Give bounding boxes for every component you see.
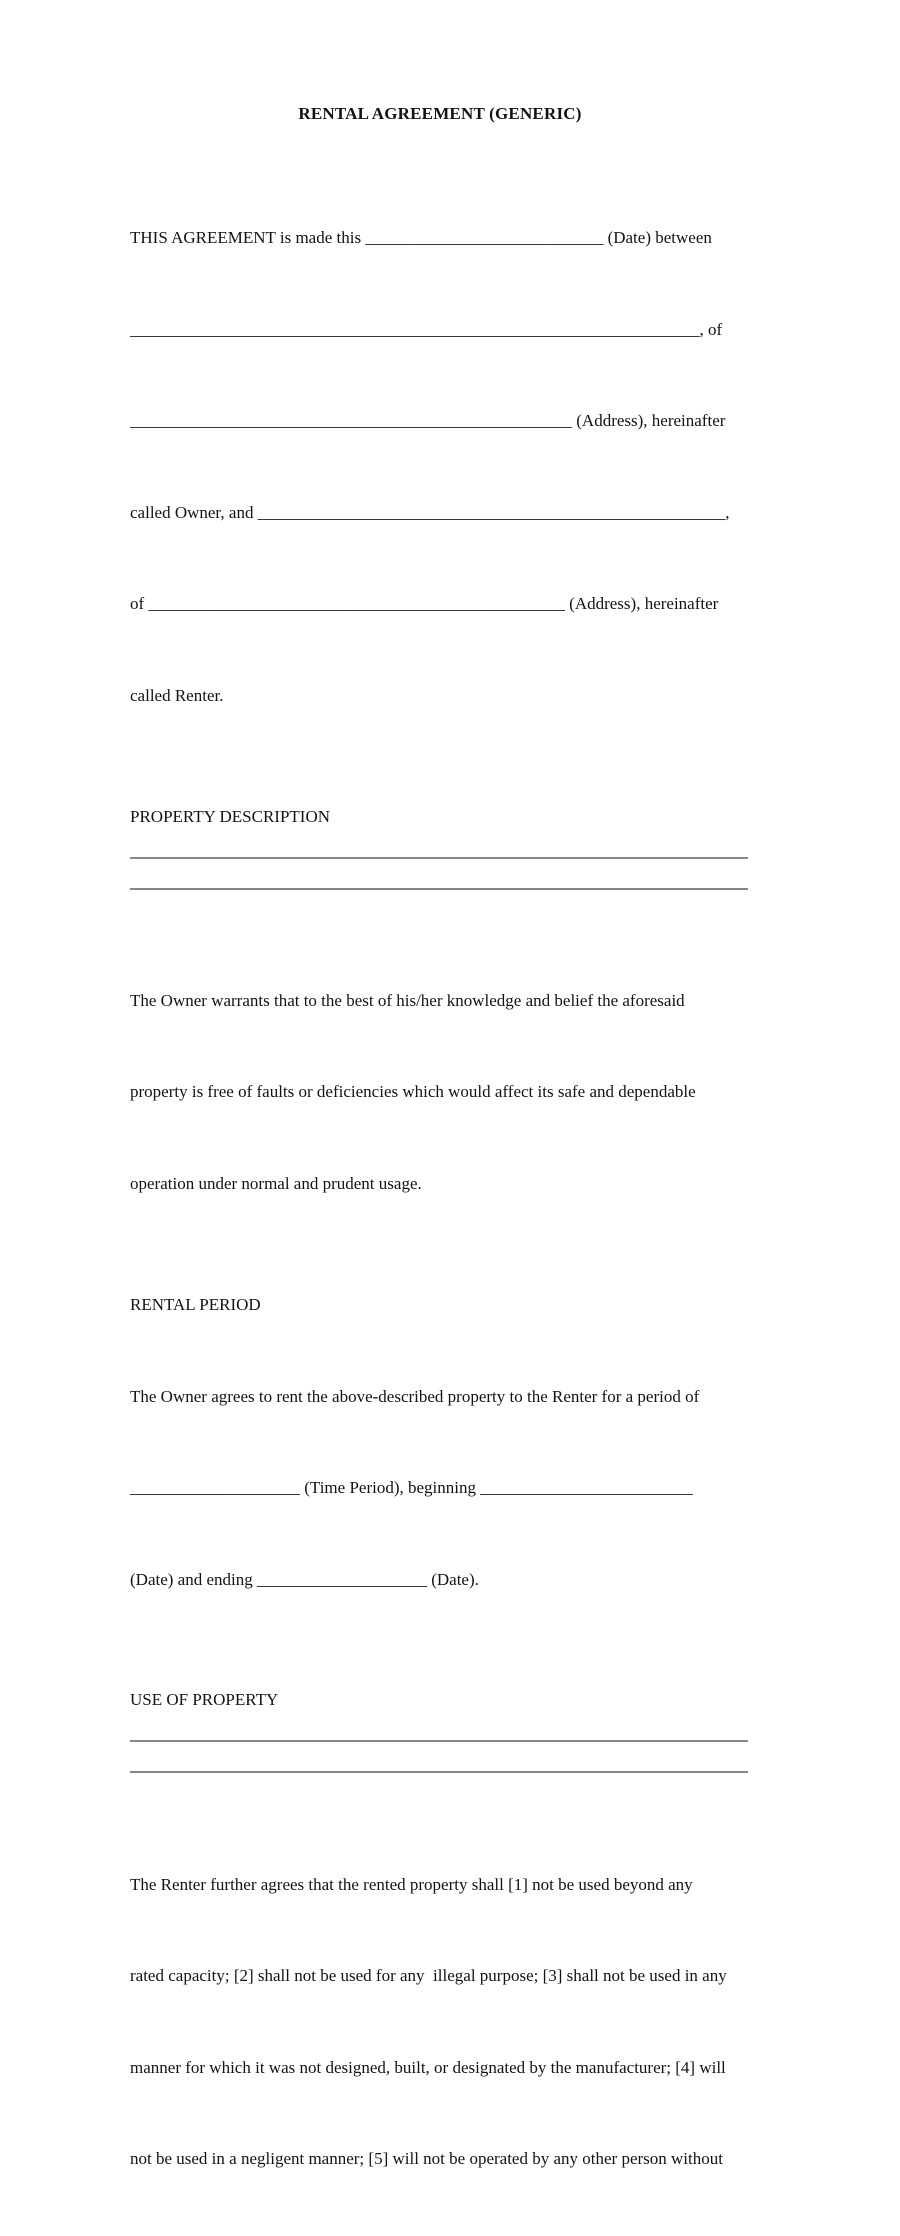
intro-line: ____________________________________________________ (Address), hereinafter <box>130 411 726 430</box>
intro-line: THIS AGREEMENT is made this ____________________________ (Date) between <box>130 228 712 247</box>
property-description-blank-line <box>130 888 748 890</box>
renter-agreement-line: not be used in a negligent manner; [5] will not be operated by any other person without <box>130 2149 723 2168</box>
intro-paragraph <box>130 162 750 772</box>
renter-agreement-line: manner for which it was not designed, built, or designated by the manufacturer; [4] will <box>130 2057 726 2077</box>
warranty-line: The Owner warrants that to the best of his/her knowledge and belief the aforesaid <box>130 990 685 1010</box>
use-of-property-blank-line <box>130 1771 748 1773</box>
warranty-paragraph <box>130 925 750 1261</box>
renter-agreement-paragraph <box>130 1809 750 2236</box>
intro-line: ___________________________________________________________________, of <box>130 319 723 339</box>
rental-period-line: (Date) and ending ____________________ (Date). <box>130 1569 479 1589</box>
document-title: RENTAL AGREEMENT (GENERIC) <box>298 104 582 123</box>
rental-period-line: ____________________ (Time Period), beginning _________________________ <box>130 1478 693 1497</box>
intro-line: called Owner, and _______________________________________________________, <box>130 502 730 522</box>
rental-period-heading: RENTAL PERIOD <box>130 1295 261 1314</box>
intro-line: called Renter. <box>130 685 224 705</box>
rental-period-paragraph <box>130 1321 750 1657</box>
use-of-property-blank-line <box>130 1740 748 1742</box>
renter-agreement-line: rated capacity; [2] shall not be used for any illegal purpose; [3] shall not be used in any <box>130 1966 727 1985</box>
warranty-line: operation under normal and prudent usage. <box>130 1173 422 1193</box>
intro-line: of _________________________________________________ (Address), hereinafter <box>130 594 719 613</box>
use-of-property-heading: USE OF PROPERTY <box>130 1690 279 1709</box>
document-body <box>130 0 750 2236</box>
property-description-heading: PROPERTY DESCRIPTION <box>130 807 331 826</box>
renter-agreement-line: The Renter further agrees that the rented property shall [1] not be used beyond any <box>130 1874 693 1894</box>
warranty-line: property is free of faults or deficiencies which would affect its safe and dependable <box>130 1082 696 1101</box>
property-description-blank-line <box>130 857 748 859</box>
rental-period-line: The Owner agrees to rent the above-described property to the Renter for a period of <box>130 1386 700 1406</box>
rental-period-section <box>130 1290 750 1656</box>
